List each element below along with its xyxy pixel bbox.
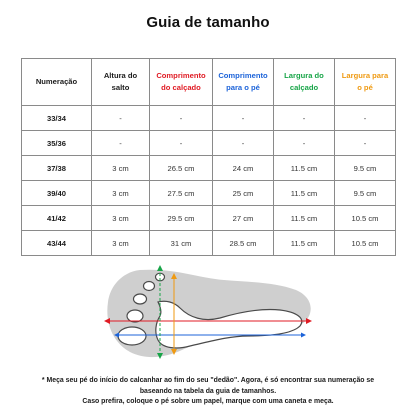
- cell-largura-calcado: 11.5 cm: [274, 181, 335, 206]
- table-row: [22, 231, 396, 256]
- table-row: [22, 131, 396, 156]
- size-guide-table: [21, 58, 396, 256]
- cell-largura-pe: -: [335, 131, 396, 156]
- table-header-row: [22, 59, 396, 106]
- header-largura-calcado-line-1: Largura do: [284, 71, 324, 80]
- table-row: [22, 156, 396, 181]
- header-comprimento-pe-line-2: para o pé: [226, 83, 260, 92]
- cell-comprimento-calcado: 29.5 cm: [150, 206, 213, 231]
- toe-2-shape: [127, 310, 143, 322]
- cell-altura-salto: 3 cm: [92, 231, 150, 256]
- header-comprimento-pe: [213, 59, 274, 106]
- header-altura-salto-line-1: Altura do: [103, 71, 138, 80]
- cell-numeracao: 43/44: [22, 231, 92, 256]
- table-row: [22, 206, 396, 231]
- cell-comprimento-calcado: -: [150, 131, 213, 156]
- cell-numeracao: 35/36: [22, 131, 92, 156]
- header-altura-salto-line-2: salto: [111, 83, 130, 92]
- big-toe-shape: [118, 327, 146, 345]
- measurement-instructions: [10, 376, 406, 408]
- cell-altura-salto: 3 cm: [92, 156, 150, 181]
- cell-comprimento-calcado: 26.5 cm: [150, 156, 213, 181]
- cell-comprimento-calcado: 27.5 cm: [150, 181, 213, 206]
- cell-numeracao: 41/42: [22, 206, 92, 231]
- cell-numeracao: 39/40: [22, 181, 92, 206]
- page-title: Guia de tamanho: [146, 14, 270, 31]
- header-altura-salto: [92, 59, 150, 106]
- cell-largura-pe: -: [335, 106, 396, 131]
- cell-largura-calcado: -: [274, 131, 335, 156]
- header-largura-calcado-line-2: calçado: [289, 83, 319, 92]
- header-comprimento-calcado: [150, 59, 213, 106]
- table-row: [22, 181, 396, 206]
- header-comprimento-calcado-line-2: do calçado: [161, 83, 201, 92]
- toe-4-shape: [144, 282, 155, 291]
- cell-largura-calcado: 11.5 cm: [274, 206, 335, 231]
- cell-largura-pe: 10.5 cm: [335, 231, 396, 256]
- foot-measurement-svg: [100, 260, 316, 364]
- header-largura-pe-line-2: o pé: [357, 83, 373, 92]
- cell-numeracao: 37/38: [22, 156, 92, 181]
- instructions-line-2: baseando na tabela da guia de tamanhos.: [139, 387, 277, 395]
- cell-comprimento-pe: 25 cm: [213, 181, 274, 206]
- cell-largura-pe: 10.5 cm: [335, 206, 396, 231]
- cell-largura-pe: 9.5 cm: [335, 156, 396, 181]
- header-comprimento-pe-line-1: Comprimento: [218, 71, 268, 80]
- cell-comprimento-calcado: -: [150, 106, 213, 131]
- cell-numeracao: 33/34: [22, 106, 92, 131]
- header-comprimento-calcado-line-1: Comprimento: [156, 71, 206, 80]
- header-numeracao: [22, 59, 92, 106]
- cell-largura-pe: 9.5 cm: [335, 181, 396, 206]
- cell-comprimento-pe: -: [213, 106, 274, 131]
- table-row: [22, 106, 396, 131]
- toe-3-shape: [134, 294, 147, 304]
- cell-comprimento-calcado: 31 cm: [150, 231, 213, 256]
- cell-largura-calcado: 11.5 cm: [274, 156, 335, 181]
- cell-altura-salto: -: [92, 106, 150, 131]
- instructions-line-3: Caso prefira, coloque o pé sobre um papel, marque com uma caneta e meça.: [82, 398, 334, 406]
- cell-comprimento-pe: 24 cm: [213, 156, 274, 181]
- instructions-line-1: * Meça seu pé do início do calcanhar ao fim do seu "dedão". Agora, é só encontrar sua numeração se: [41, 377, 375, 384]
- cell-comprimento-pe: 28.5 cm: [213, 231, 274, 256]
- header-largura-calcado: [274, 59, 335, 106]
- cell-comprimento-pe: -: [213, 131, 274, 156]
- header-numeracao-line-1: Numeração: [35, 77, 78, 86]
- cell-altura-salto: 3 cm: [92, 206, 150, 231]
- cell-largura-calcado: -: [274, 106, 335, 131]
- cell-largura-calcado: 11.5 cm: [274, 231, 335, 256]
- header-largura-pe: [335, 59, 396, 106]
- foot-measurement-diagram-icon: [100, 260, 316, 364]
- header-largura-pe-line-1: Largura para: [341, 71, 389, 80]
- cell-altura-salto: 3 cm: [92, 181, 150, 206]
- cell-altura-salto: -: [92, 131, 150, 156]
- cell-comprimento-pe: 27 cm: [213, 206, 274, 231]
